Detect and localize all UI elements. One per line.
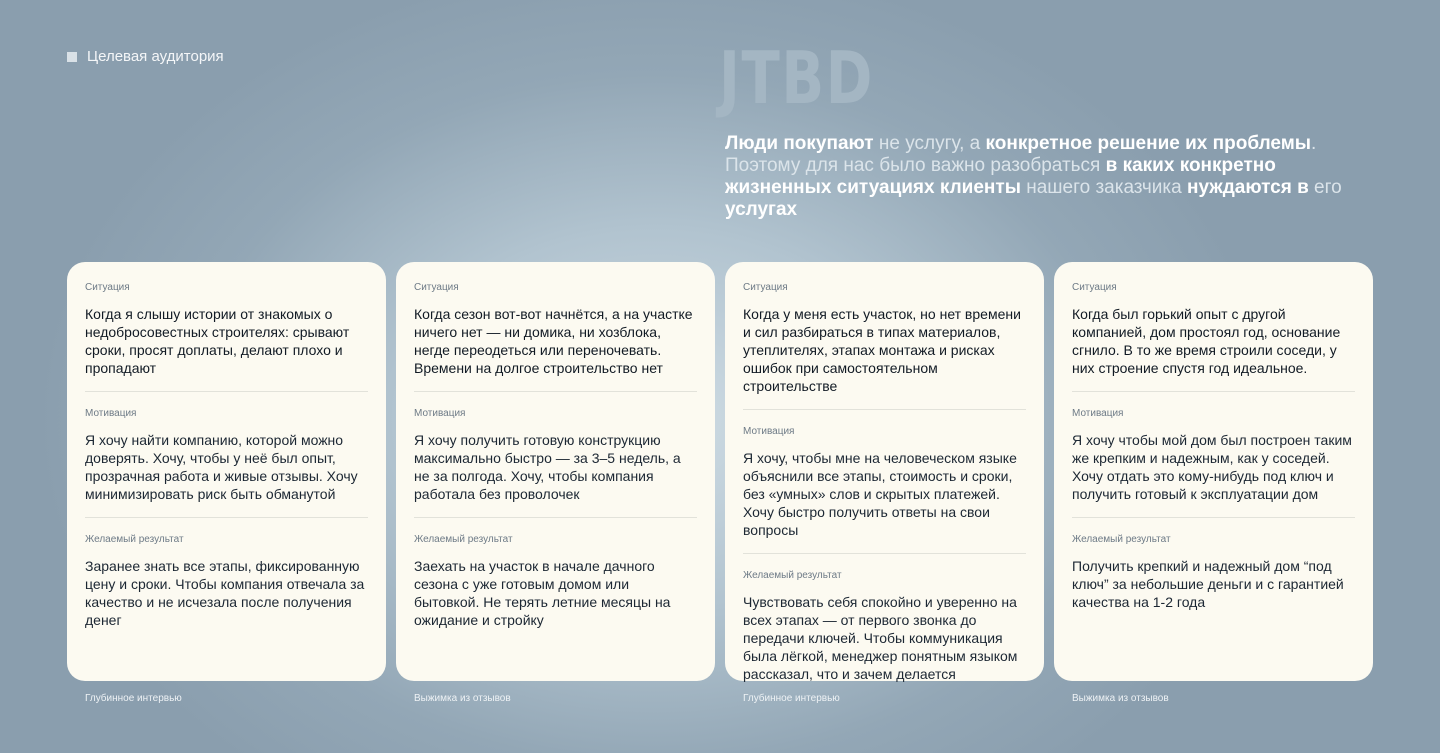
- jtbd-card: [725, 262, 1044, 681]
- motivation-label: Мотивация: [743, 426, 795, 437]
- result-label: Желаемый результат: [414, 534, 513, 545]
- divider: [85, 517, 368, 518]
- section-label-text: Целевая аудитория: [87, 48, 224, 65]
- lead-part: услугах: [725, 199, 798, 220]
- result-label: Желаемый результат: [743, 570, 842, 581]
- lead-paragraph: [725, 133, 1365, 221]
- motivation-label: Мотивация: [85, 408, 137, 419]
- situation-text: Когда у меня есть участок, но нет времени и сил разбираться в типах материалов, утеплителях, этапах монтажа и рисках ошибок при самостоятельном строительстве: [743, 306, 1021, 394]
- lead-part: нашего заказчика: [1020, 177, 1187, 198]
- square-bullet-icon: [67, 52, 77, 62]
- jtbd-card: [396, 262, 715, 681]
- source-caption: Выжимка из отзывов: [414, 693, 511, 704]
- lead-part: в каких конкретно жизненных ситуациях клиенты: [725, 155, 1276, 198]
- motivation-label: Мотивация: [414, 408, 466, 419]
- divider: [743, 409, 1026, 410]
- source-caption: Выжимка из отзывов: [1072, 693, 1169, 704]
- result-text: Чувствовать себя спокойно и уверенно на всех этапах — от первого звонка до передачи ключей. Чтобы коммуникация была лёгкой, менеджер понятным языком рассказал, что и зачем делается: [743, 594, 1018, 682]
- card-sources: [67, 693, 1373, 704]
- motivation-text: Я хочу найти компанию, которой можно доверять. Хочу, чтобы у неё был опыт, прозрачная работа и живые отзывы. Хочу минимизировать риск быть обманутой: [85, 432, 358, 502]
- motivation-text: Я хочу получить готовую конструкцию максимально быстро — за 3–5 недель, а не за полгода. Хочу, чтобы компания работала без проволочек: [414, 432, 681, 502]
- section-label: [67, 48, 224, 65]
- divider: [1072, 517, 1355, 518]
- motivation-label: Мотивация: [1072, 408, 1124, 419]
- situation-label: Ситуация: [414, 282, 459, 293]
- motivation-text: Я хочу чтобы мой дом был построен таким же крепким и надежным, как у соседей. Хочу отдать это кому-нибудь под ключ и получить готовый к эксплуатации дом: [1072, 432, 1352, 502]
- source-caption: Глубинное интервью: [85, 693, 182, 704]
- lead-part: . Поэтому для нас было важно разобраться: [725, 133, 1317, 176]
- divider: [414, 517, 697, 518]
- page-title: JTBD: [719, 36, 874, 120]
- lead-part: не услугу, а: [873, 133, 986, 154]
- result-text: Заранее знать все этапы, фиксированную цену и сроки. Чтобы компания отвечала за качество и не исчезала после получения денег: [85, 558, 365, 628]
- jtbd-cards: [67, 262, 1373, 681]
- lead-part: конкретное решение их проблемы: [985, 133, 1311, 154]
- situation-label: Ситуация: [743, 282, 788, 293]
- jtbd-card: [1054, 262, 1373, 681]
- result-text: Заехать на участок в начале дачного сезона с уже готовым домом или бытовкой. Не терять летние месяцы на ожидание и стройку: [414, 558, 671, 628]
- divider: [414, 391, 697, 392]
- lead-part: Люди покупают: [725, 133, 874, 154]
- lead-part: его: [1308, 177, 1342, 198]
- motivation-text: Я хочу, чтобы мне на человеческом языке объяснили все этапы, стоимость и сроки, без «умных» слов и скрытых платежей. Хочу быстро получить ответы на свои вопросы: [743, 450, 1017, 538]
- situation-label: Ситуация: [1072, 282, 1117, 293]
- result-label: Желаемый результат: [85, 534, 184, 545]
- result-text: Получить крепкий и надежный дом “под ключ” за небольшие деньги и с гарантией качества на 1-2 года: [1072, 558, 1344, 610]
- source-caption: Глубинное интервью: [743, 693, 840, 704]
- lead-part: нуждаются в: [1186, 177, 1309, 198]
- situation-text: Когда я слышу истории от знакомых о недобросовестных строителях: срывают сроки, просят доплаты, делают плохо и пропадают: [85, 306, 350, 376]
- situation-text: Когда был горький опыт с другой компанией, дом простоял год, основание сгнило. В то же время строили соседи, у них строение спустя год идеальное.: [1072, 306, 1341, 376]
- divider: [743, 553, 1026, 554]
- situation-label: Ситуация: [85, 282, 130, 293]
- situation-text: Когда сезон вот-вот начнётся, а на участке ничего нет — ни домика, ни хозблока, негде переодеться или переночевать. Времени на долгое строительство нет: [414, 306, 693, 376]
- divider: [1072, 391, 1355, 392]
- result-label: Желаемый результат: [1072, 534, 1171, 545]
- divider: [85, 391, 368, 392]
- jtbd-card: [67, 262, 386, 681]
